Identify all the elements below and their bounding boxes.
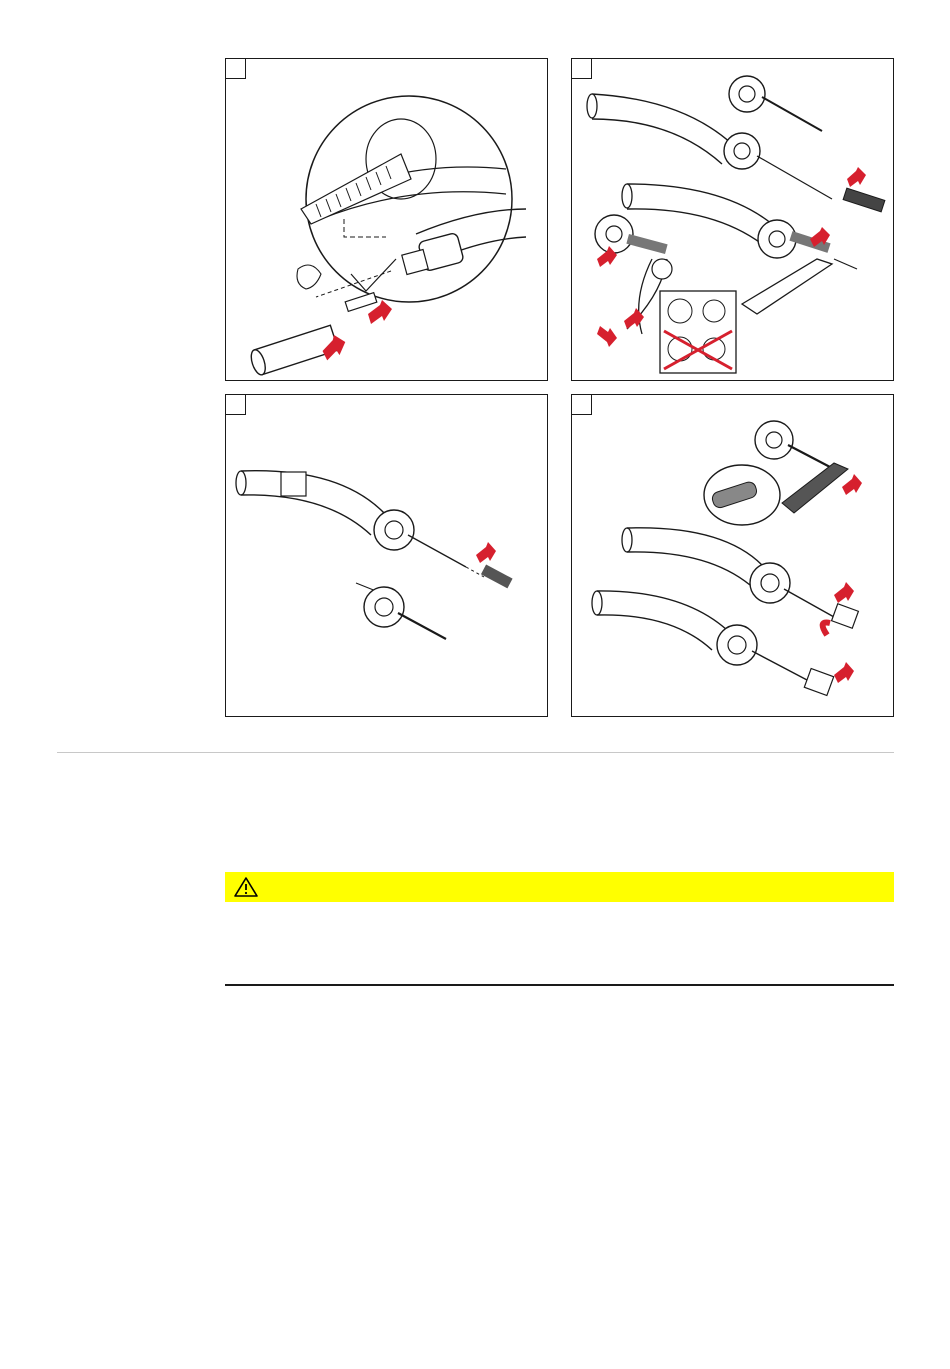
step-number-box [226, 59, 246, 79]
step-number-box [572, 59, 592, 79]
step-number-box [572, 395, 592, 415]
warning-end-rule [225, 984, 894, 986]
illustration-panel-1 [225, 58, 548, 381]
liner-cut-illustration [572, 59, 894, 381]
warning-banner [225, 872, 894, 902]
section-divider [57, 752, 894, 753]
liner-removal-illustration [226, 395, 548, 717]
step-number-box [226, 395, 246, 415]
illustration-panel-2 [571, 58, 894, 381]
warning-triangle-icon [233, 876, 259, 898]
illustration-panel-3 [225, 394, 548, 717]
contact-tube-install-illustration [226, 59, 548, 381]
illustration-panel-4 [571, 394, 894, 717]
liner-deburr-illustration [572, 395, 894, 717]
